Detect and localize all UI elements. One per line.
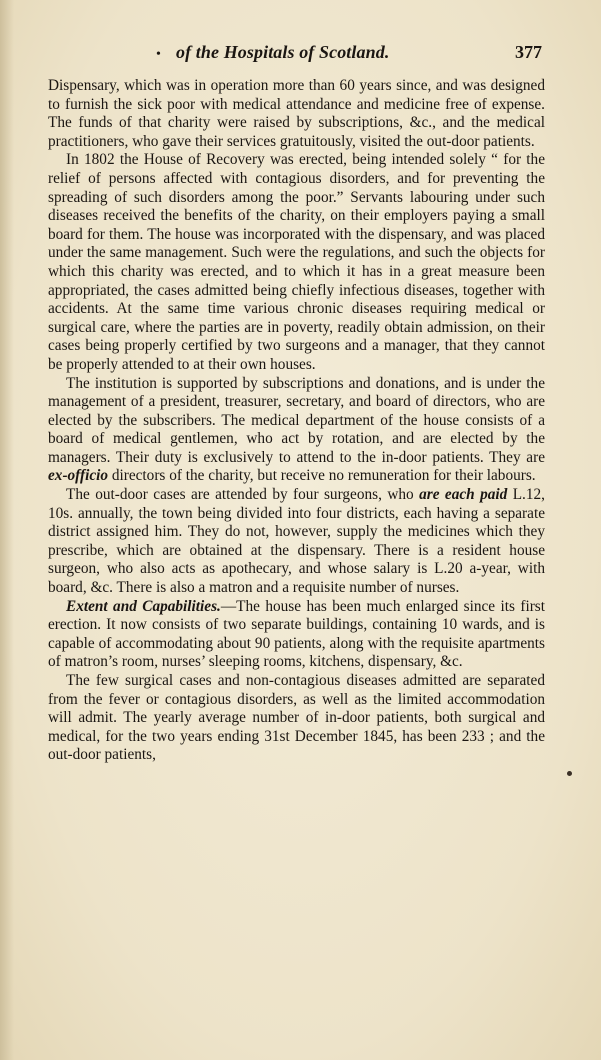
- italic-phrase: are each paid: [419, 486, 508, 504]
- running-title: of the Hospitals of Scotland.: [176, 42, 390, 62]
- paragraph-text: —The house has been much enlarged since its first erection. It now consists of two separate buildings, containing 10 wards, and is capable of accommodating about 90 patients, along with the requisite apartments of matron’s room, nurses’ sleeping rooms, kitchens, dispensary, &c.: [48, 597, 545, 671]
- page-gutter-shadow: [0, 0, 14, 1060]
- margin-ink-dot: [567, 771, 572, 776]
- paragraph-surgical-cases: [48, 672, 545, 765]
- body-text: [48, 77, 545, 765]
- italic-phrase: ex-officio: [48, 467, 109, 485]
- paragraph-text: The few surgical cases and non-contagious diseases admitted are separated from the fever or contagious disorders, as well as the limited accommodation will admit. The yearly average number of in-door patients, both surgical and medical, for the two years ending 31st December 1845, has been 233 ; and the out-door patients,: [48, 672, 545, 764]
- header-bullet: •: [156, 47, 161, 62]
- running-header: [48, 42, 545, 66]
- paragraph-house-of-recovery: [48, 151, 545, 374]
- paragraph-text: In 1802 the House of Recovery was erected, being intended solely “ for the relief of persons affected with contagious disorders, and for preventing the spreading of such disorders among the poor.” Servants labouring under such diseases received the benefits of the charity, on their employers paying a small board for them. The house was incorporated with the dispensary, and was placed under the same management. Such were the regulations, and such the objects for which this charity was erected, and to which it has in a great measure been appropriated, the cases admitted being chiefly infectious diseases, together with accidents. At the same time various chronic diseases requiring medical or surgical care, where the parties are in poverty, readily obtain admission, on their cases being properly certified by two surgeons and a manager, that they cannot be properly attended to at their own houses.: [48, 151, 545, 373]
- paragraph-text: L.12, 10s. annually, the town being divided into four districts, each having a separate district assigned him. They do not, however, supply the medicines which they prescribe, which are obtained at the dispensary. There is a resident house surgeon, who also acts as apothecary, and whose salary is L.20 a-year, with board, &c. There is also a matron and a requisite number of nurses.: [48, 486, 545, 597]
- section-heading: Extent and Capabilities.: [66, 597, 221, 615]
- paragraph-out-door-cases: [48, 486, 545, 598]
- paragraph-extent-capabilities: [48, 598, 545, 672]
- paragraph-text: The institution is supported by subscriptions and donations, and is under the management of a president, treasurer, secretary, and board of directors, who are elected by the subscribers. The medical department of the house consists of a board of medical gentlemen, who act by rotation, and are elected by the managers. Their duty is exclusively to attend to the in-door patients. They are: [48, 374, 545, 466]
- paragraph-text: directors of the charity, but receive no remuneration for their labours.: [108, 467, 536, 485]
- page-number: 377: [515, 42, 542, 62]
- paragraph-text: The out-door cases are attended by four surgeons, who: [66, 486, 420, 504]
- paragraph-institution-support: [48, 375, 545, 487]
- paragraph-dispensary: [48, 77, 545, 151]
- paragraph-text: Dispensary, which was in operation more than 60 years since, and was designed to furnish the sick poor with medical attendance and medicine free of expense. The funds of that charity were raised by subscriptions, &c., and the medical practitioners, who gave their services gratuitously, visited the out-door patients.: [48, 77, 545, 150]
